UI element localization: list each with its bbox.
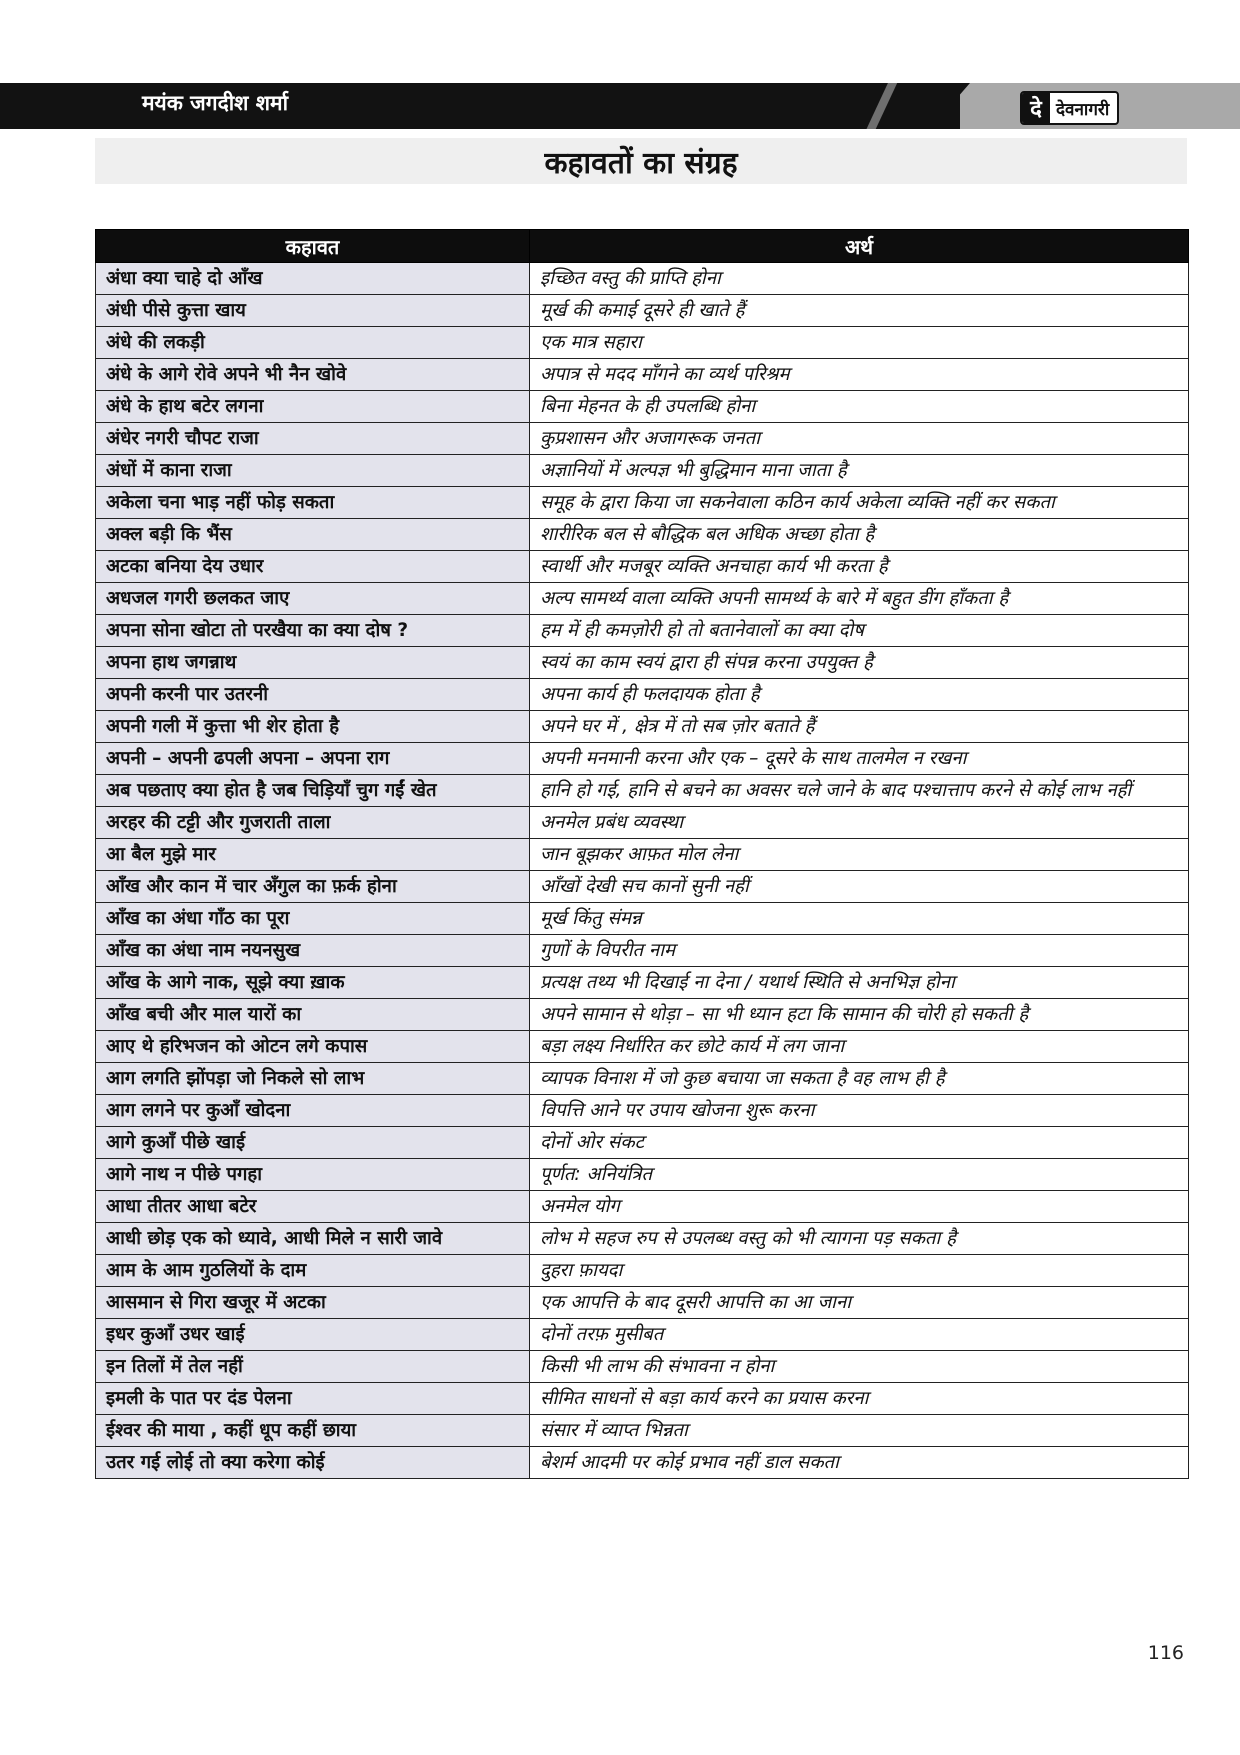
table-row xyxy=(96,743,1189,775)
meaning-cell: किसी भी लाभ की संभावना न होना xyxy=(530,1351,1189,1383)
meaning-cell: अनमेल योग xyxy=(530,1191,1189,1223)
proverb-cell: आसमान से गिरा खजूर में अटका xyxy=(96,1287,530,1319)
meaning-cell: दुहरा फ़ायदा xyxy=(530,1255,1189,1287)
table-row xyxy=(96,1383,1189,1415)
table-row xyxy=(96,711,1189,743)
brand-logo xyxy=(1020,91,1119,125)
table-row xyxy=(96,1319,1189,1351)
table-row xyxy=(96,615,1189,647)
table-row xyxy=(96,871,1189,903)
meaning-cell: हम में ही कमज़ोरी हो तो बतानेवालों का क्या दोष xyxy=(530,615,1189,647)
meaning-cell: पूर्णत: अनियंत्रित xyxy=(530,1159,1189,1191)
table-row xyxy=(96,1159,1189,1191)
proverb-cell: आँख के आगे नाक, सूझे क्या ख़ाक xyxy=(96,967,530,999)
meaning-cell: व्यापक विनाश में जो कुछ बचाया जा सकता है वह लाभ ही है xyxy=(530,1063,1189,1095)
proverb-cell: अपना सोना खोटा तो परखैया का क्या दोष ? xyxy=(96,615,530,647)
meaning-cell: बेशर्म आदमी पर कोई प्रभाव नहीं डाल सकता xyxy=(530,1447,1189,1479)
proverb-cell: आँख और कान में चार अँगुल का फ़र्क होना xyxy=(96,871,530,903)
meaning-cell: कुप्रशासन और अजागरूक जनता xyxy=(530,423,1189,455)
proverb-cell: अंधे के हाथ बटेर लगना xyxy=(96,391,530,423)
meaning-cell: संसार में व्याप्त भिन्नता xyxy=(530,1415,1189,1447)
table-row xyxy=(96,1447,1189,1479)
meaning-cell: लोभ मे सहज रुप से उपलब्ध वस्तु को भी त्यागना पड़ सकता है xyxy=(530,1223,1189,1255)
table-header-row xyxy=(96,230,1189,263)
author-name: मयंक जगदीश शर्मा xyxy=(142,91,289,115)
proverb-cell: अंधों में काना राजा xyxy=(96,455,530,487)
meaning-cell: अपात्र से मदद माँगने का व्यर्थ परिश्रम xyxy=(530,359,1189,391)
table-row xyxy=(96,551,1189,583)
proverb-cell: आम के आम गुठलियों के दाम xyxy=(96,1255,530,1287)
proverb-cell: अंधेर नगरी चौपट राजा xyxy=(96,423,530,455)
meaning-cell: एक मात्र सहारा xyxy=(530,327,1189,359)
header-diagonal-stripe xyxy=(860,83,900,129)
meaning-cell: गुणों के विपरीत नाम xyxy=(530,935,1189,967)
table-row xyxy=(96,839,1189,871)
meaning-cell: अल्प सामर्थ्य वाला व्यक्ति अपनी सामर्थ्य के बारे में बहुत डींग हाँकता है xyxy=(530,583,1189,615)
proverb-cell: अरहर की टट्टी और गुजराती ताला xyxy=(96,807,530,839)
brand-name: देवनागरी xyxy=(1056,99,1110,120)
proverb-cell: अधजल गगरी छलकत जाए xyxy=(96,583,530,615)
proverb-cell: आँख बची और माल यारों का xyxy=(96,999,530,1031)
table-row xyxy=(96,1351,1189,1383)
meaning-cell: विपत्ति आने पर उपाय खोजना शुरू करना xyxy=(530,1095,1189,1127)
table-row xyxy=(96,999,1189,1031)
meaning-cell: समूह के द्वारा किया जा सकनेवाला कठिन कार्य अकेला व्यक्ति नहीं कर सकता xyxy=(530,487,1189,519)
proverb-cell: इधर कुआँ उधर खाई xyxy=(96,1319,530,1351)
proverb-cell: उतर गई लोई तो क्या करेगा कोई xyxy=(96,1447,530,1479)
meaning-cell: अज्ञानियों में अल्पज्ञ भी बुद्धिमान माना जाता है xyxy=(530,455,1189,487)
table-row xyxy=(96,519,1189,551)
column-header-meaning: अर्थ xyxy=(530,230,1189,263)
proverb-cell: आ बैल मुझे मार xyxy=(96,839,530,871)
proverb-cell: आग लगने पर कुआँ खोदना xyxy=(96,1095,530,1127)
table-row xyxy=(96,679,1189,711)
proverb-cell: अपनी गली में कुत्ता भी शेर होता है xyxy=(96,711,530,743)
proverb-cell: आँख का अंधा नाम नयनसुख xyxy=(96,935,530,967)
proverb-cell: अपना हाथ जगन्नाथ xyxy=(96,647,530,679)
table-row xyxy=(96,1031,1189,1063)
table-row xyxy=(96,1095,1189,1127)
meaning-cell: आँखों देखी सच कानों सुनी नहीं xyxy=(530,871,1189,903)
page-title: कहावतों का संग्रह xyxy=(544,145,738,181)
proverb-cell: अटका बनिया देय उधार xyxy=(96,551,530,583)
meaning-cell: अपनी मनमानी करना और एक – दूसरे के साथ तालमेल न रखना xyxy=(530,743,1189,775)
header-diagonal-cut xyxy=(930,83,970,129)
proverbs-table xyxy=(95,229,1189,1479)
meaning-cell: स्वार्थी और मजबूर व्यक्ति अनचाहा कार्य भी करता है xyxy=(530,551,1189,583)
table-row xyxy=(96,295,1189,327)
proverb-cell: ईश्वर की माया , कहीं धूप कहीं छाया xyxy=(96,1415,530,1447)
header-band xyxy=(0,83,1240,129)
table-row xyxy=(96,327,1189,359)
proverb-cell: इन तिलों में तेल नहीं xyxy=(96,1351,530,1383)
meaning-cell: स्वयं का काम स्वयं द्वारा ही संपन्न करना उपयुक्त है xyxy=(530,647,1189,679)
meaning-cell: जान बूझकर आफ़त मोल लेना xyxy=(530,839,1189,871)
proverb-cell: आग लगति झोंपड़ा जो निकले सो लाभ xyxy=(96,1063,530,1095)
brand-logo-mark: दे xyxy=(1022,93,1050,123)
table-row xyxy=(96,967,1189,999)
proverb-cell: आधी छोड़ एक को ध्यावे, आधी मिले न सारी जावे xyxy=(96,1223,530,1255)
meaning-cell: मूर्ख की कमाई दूसरे ही खाते हैं xyxy=(530,295,1189,327)
table-row xyxy=(96,1063,1189,1095)
meaning-cell: प्रत्यक्ष तथ्य भी दिखाई ना देना / यथार्थ स्थिति से अनभिज्ञ होना xyxy=(530,967,1189,999)
proverb-cell: आए थे हरिभजन को ओटन लगे कपास xyxy=(96,1031,530,1063)
table-row xyxy=(96,647,1189,679)
proverb-cell: अंधा क्या चाहे दो आँख xyxy=(96,263,530,295)
table-row xyxy=(96,423,1189,455)
proverb-cell: आगे नाथ न पीछे पगहा xyxy=(96,1159,530,1191)
page-number: 116 xyxy=(1147,1642,1184,1664)
table-row xyxy=(96,263,1189,295)
meaning-cell: मूर्ख किंतु संमन्न xyxy=(530,903,1189,935)
table-row xyxy=(96,1287,1189,1319)
proverb-cell: अक्ल बड़ी कि भैंस xyxy=(96,519,530,551)
proverb-cell: अंधी पीसे कुत्ता खाय xyxy=(96,295,530,327)
meaning-cell: बिना मेहनत के ही उपलब्धि होना xyxy=(530,391,1189,423)
table-row xyxy=(96,359,1189,391)
proverb-cell: अकेला चना भाड़ नहीं फोड़ सकता xyxy=(96,487,530,519)
column-header-proverb: कहावत xyxy=(96,230,530,263)
meaning-cell: अनमेल प्रबंध व्यवस्था xyxy=(530,807,1189,839)
meaning-cell: अपने सामान से थोड़ा – सा भी ध्यान हटा कि सामान की चोरी हो सकती है xyxy=(530,999,1189,1031)
table-row xyxy=(96,487,1189,519)
table-row xyxy=(96,775,1189,807)
table-row xyxy=(96,935,1189,967)
meaning-cell: अपने घर में , क्षेत्र में तो सब ज़ोर बताते हैं xyxy=(530,711,1189,743)
table-row xyxy=(96,1127,1189,1159)
table-row xyxy=(96,1415,1189,1447)
proverb-cell: आधा तीतर आधा बटेर xyxy=(96,1191,530,1223)
meaning-cell: शारीरिक बल से बौद्धिक बल अधिक अच्छा होता है xyxy=(530,519,1189,551)
table-row xyxy=(96,807,1189,839)
meaning-cell: सीमित साधनों से बड़ा कार्य करने का प्रयास करना xyxy=(530,1383,1189,1415)
table-row xyxy=(96,455,1189,487)
table-row xyxy=(96,583,1189,615)
proverb-cell: अपनी करनी पार उतरनी xyxy=(96,679,530,711)
meaning-cell: दोनों ओर संकट xyxy=(530,1127,1189,1159)
proverb-cell: अब पछताए क्या होत है जब चिड़ियाँ चुग गईं खेत xyxy=(96,775,530,807)
proverb-cell: इमली के पात पर दंड पेलना xyxy=(96,1383,530,1415)
proverb-cell: आगे कुआँ पीछे खाई xyxy=(96,1127,530,1159)
title-banner xyxy=(95,138,1187,184)
proverb-cell: अंधे के आगे रोवे अपने भी नैन खोवे xyxy=(96,359,530,391)
table-row xyxy=(96,903,1189,935)
meaning-cell: इच्छित वस्तु की प्राप्ति होना xyxy=(530,263,1189,295)
table-row xyxy=(96,1223,1189,1255)
table-row xyxy=(96,391,1189,423)
table-row xyxy=(96,1255,1189,1287)
proverb-cell: अपनी – अपनी ढपली अपना – अपना राग xyxy=(96,743,530,775)
meaning-cell: हानि हो गई, हानि से बचने का अवसर चले जाने के बाद पश्चात्ताप करने से कोई लाभ नहीं xyxy=(530,775,1189,807)
meaning-cell: बड़ा लक्ष्य निर्धारित कर छोटे कार्य में लग जाना xyxy=(530,1031,1189,1063)
meaning-cell: दोनों तरफ़ मुसीबत xyxy=(530,1319,1189,1351)
meaning-cell: अपना कार्य ही फलदायक होता है xyxy=(530,679,1189,711)
meaning-cell: एक आपत्ति के बाद दूसरी आपत्ति का आ जाना xyxy=(530,1287,1189,1319)
proverb-cell: आँख का अंधा गाँठ का पूरा xyxy=(96,903,530,935)
proverb-cell: अंधे की लकड़ी xyxy=(96,327,530,359)
table-row xyxy=(96,1191,1189,1223)
